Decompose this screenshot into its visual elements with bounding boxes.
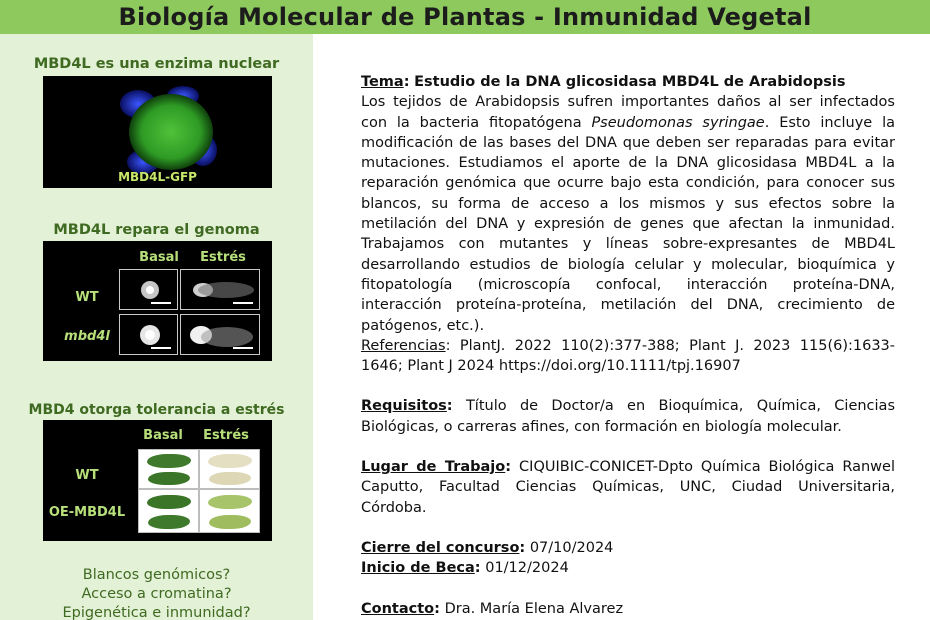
leaf-graphic bbox=[147, 454, 191, 468]
left-figure-column bbox=[0, 34, 313, 620]
scale-bar bbox=[233, 347, 253, 349]
leaves-wt-stress bbox=[199, 449, 260, 489]
requisitos-section: Requisitos: Título de Doctor/a en Bioquímica, Química, Ciencias Biológicas, o carreras afines, con formación en biología molecular. bbox=[361, 398, 896, 435]
leaf-graphic bbox=[208, 495, 252, 509]
leaf-graphic bbox=[148, 472, 190, 485]
research-questions bbox=[0, 566, 313, 620]
inicio-label: Inicio de Beca bbox=[361, 560, 475, 577]
question-item: Acceso a cromatina? bbox=[81, 586, 232, 602]
question-item: Epigenética e inmunidad? bbox=[62, 605, 251, 620]
lugar-label: Lugar de Trabajo bbox=[361, 459, 506, 476]
leaves-oe-basal bbox=[138, 489, 199, 533]
panel1-title: MBD4L es una enzima nuclear bbox=[33, 56, 280, 72]
lugar-text: CIQUIBIC-CONICET-Dpto Química Biológica Ranwel Caputto, Facultad Ciencias Químicas, UNC, Ciudad Universitaria, Córdoba. bbox=[361, 459, 895, 516]
requisitos-label: Requisitos bbox=[361, 398, 447, 415]
panel3-col-stress: Estrés bbox=[203, 428, 249, 443]
contacto-line: Contacto: Dra. María Elena Alvarez bbox=[361, 600, 624, 617]
leaf-graphic bbox=[148, 515, 190, 529]
page-banner bbox=[0, 0, 930, 34]
panel2-col-basal: Basal bbox=[139, 250, 179, 265]
description-content bbox=[361, 72, 895, 619]
tema-label: Tema bbox=[361, 74, 404, 90]
inicio-line: Inicio de Beca: 01/12/2024 bbox=[361, 560, 569, 577]
panel3-title: MBD4 otorga tolerancia a estrés bbox=[28, 402, 285, 418]
panel2-col-stress: Estrés bbox=[200, 250, 246, 265]
page-title: Biología Molecular de Plantas - Inmunidad Vegetal bbox=[118, 3, 812, 31]
references-label: Referencias bbox=[361, 337, 446, 354]
scale-bar bbox=[233, 302, 253, 304]
micrograph-wt-basal bbox=[119, 269, 178, 310]
gfp-image-label: MBD4L-GFP bbox=[118, 170, 197, 184]
nucleus-gfp-image bbox=[43, 76, 272, 188]
leaf-graphic bbox=[208, 454, 252, 468]
nucleus-dot-graphic bbox=[120, 315, 178, 355]
comet-graphic bbox=[181, 270, 260, 310]
references-text: : PlantJ. 2022 110(2):377-388; Plant J. 2023 115(6):1633-1646; Plant J 2024 https://doi.org/10.1111/tpj.16907 bbox=[361, 337, 895, 375]
lugar-section: Lugar de Trabajo: CIQUIBIC-CONICET-Dpto Química Biológica Ranwel Caputto, Facultad Ciencias Químicas, UNC, Ciudad Universitaria, Córdoba. bbox=[361, 459, 895, 516]
references bbox=[361, 336, 895, 377]
description-column bbox=[313, 34, 930, 620]
question-item: Blancos genómicos? bbox=[82, 567, 231, 583]
repair-microscopy-panel bbox=[43, 241, 272, 361]
nucleus-dot-graphic bbox=[120, 270, 178, 310]
leaf-graphic bbox=[147, 495, 191, 509]
leaves-wt-basal bbox=[138, 449, 199, 489]
leaf-graphic bbox=[209, 515, 251, 529]
leaves-oe-stress bbox=[199, 489, 260, 533]
panel2-row-wt: WT bbox=[75, 290, 99, 305]
contacto-label: Contacto bbox=[361, 600, 435, 617]
scale-bar bbox=[151, 347, 171, 349]
tema-title: Estudio de la DNA glicosidasa MBD4L de Arabidopsis bbox=[414, 74, 846, 90]
cierre-line: Cierre del concurso: 07/10/2024 bbox=[361, 539, 614, 556]
panel3-row-oe: OE-MBD4L bbox=[48, 505, 126, 520]
tema-body: Los tejidos de Arabidopsis sufren importantes daños al ser infectados con la bacteria fitopatógena Pseudomonas syringae. Esto incluye la modificación de las bases del DNA que deben ser reparadas para evitar mutaciones. Estudiamos el aporte de la DNA glicosidasa MBD4L a la reparación genómica que ocurre bajo esta condición, para conocer sus blancos, su forma de acceso a los mismos y sus efectos sobre la metilación del DNA y expresión de genes que afectan la inmunidad. Trabajamos con mutantes y líneas sobre-expresantes de MBD4L desarrollando estudios de biología celular y molecular, bioquímica y fitopatología (microscopía confocal, interacción proteína-DNA, interacción proteína-proteína, metilación del DNA, crecimiento de patógenos, etc.). bbox=[361, 94, 895, 334]
panel2-row-mbd4l: mbd4l bbox=[64, 329, 110, 344]
inicio-date: 01/12/2024 bbox=[485, 560, 569, 577]
micrograph-wt-stress bbox=[180, 269, 260, 310]
micrograph-mbd4l-basal bbox=[119, 314, 178, 355]
species-name: Pseudomonas syringae bbox=[591, 114, 765, 131]
requisitos-text: Título de Doctor/a en Bioquímica, Química, Ciencias Biológicas, o carreras afines, con formación en biología molecular. bbox=[361, 398, 896, 435]
tema-heading: Tema: Estudio de la DNA glicosidasa MBD4L de Arabidopsis bbox=[361, 74, 846, 90]
cierre-label: Cierre del concurso bbox=[361, 539, 520, 556]
contacto-name: Dra. María Elena Alvarez bbox=[444, 600, 624, 617]
panel3-col-basal: Basal bbox=[143, 428, 183, 443]
cierre-date: 07/10/2024 bbox=[529, 539, 614, 556]
leaf-graphic bbox=[209, 472, 251, 485]
micrograph-mbd4l-stress bbox=[180, 314, 260, 355]
comet-graphic bbox=[181, 315, 260, 355]
panel2-title: MBD4L repara el genoma bbox=[53, 222, 260, 238]
scale-bar bbox=[151, 302, 171, 304]
panel3-row-wt: WT bbox=[75, 468, 99, 483]
leaf-tolerance-panel bbox=[43, 420, 272, 541]
